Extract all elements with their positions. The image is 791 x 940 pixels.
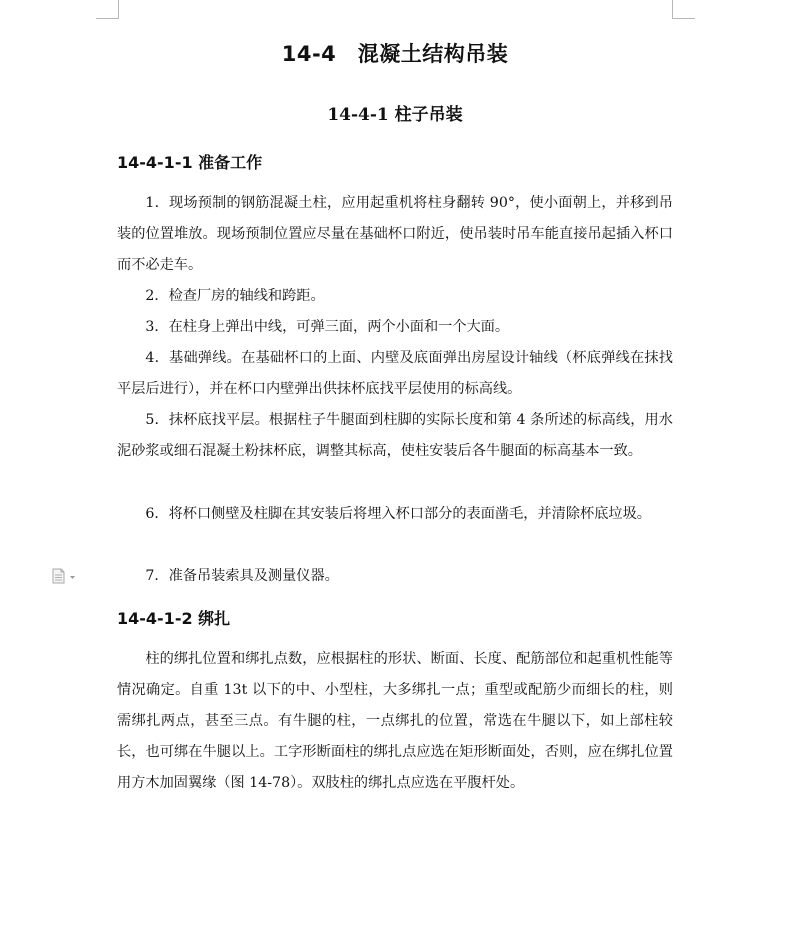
page-corner-mark-top-right [672,0,695,19]
section-title: 14-4-1 柱子吊装 [327,105,463,125]
document-options-icon[interactable] [51,568,79,584]
paragraph-binding-1: 柱的绑扎位置和绑扎点数，应根据柱的形状、断面、长度、配筋部位和起重机性能等情况确定。自重 13t 以下的中、小型柱，大多绑扎一点；重型或配筋少而细长的柱，则需绑扎两点，甚至三点。有牛腿的柱，一点绑扎的位置，常选在牛腿以下，如上部柱较长，也可绑在牛腿以上。工字形断面柱的绑扎点应选在矩形断面处，否则，应在绑扎位置用方木加固翼缘（图 14-78）。双肢柱的绑扎点应选在平腹杆处。 [117,651,673,791]
paragraph-prep-4: 4．基础弹线。在基础杯口的上面、内壁及底面弹出房屋设计轴线（杯底弹线在抹找平层后进行），并在杯口内壁弹出供抹杯底找平层使用的标高线。 [117,350,673,397]
chapter-title: 14-4 混凝土结构吊装 [281,42,509,66]
paragraph-prep-6: 6．将杯口侧壁及柱脚在其安装后将埋入杯口部分的表面凿毛，并清除杯底垃圾。 [145,506,651,522]
subsection-title-preparation: 14-4-1-1 准备工作 [117,153,263,172]
paragraph-prep-2: 2．检查厂房的轴线和跨距。 [145,288,325,304]
subsection-title-binding: 14-4-1-2 绑扎 [117,609,231,628]
paragraph-prep-7: 7．准备吊装索具及测量仪器。 [145,568,339,584]
page-corner-mark-top-left [96,0,119,19]
paragraph-prep-5: 5．抹杯底找平层。根据柱子牛腿面到柱脚的实际长度和第 4 条所述的标高线，用水泥砂浆或细石混凝土粉抹杯底，调整其标高，使柱安装后各牛腿面的标高基本一致。 [117,412,673,459]
paragraph-prep-3: 3．在柱身上弹出中线，可弹三面，两个小面和一个大面。 [145,319,510,335]
paragraph-prep-1: 1．现场预制的钢筋混凝土柱，应用起重机将柱身翻转 90°，使小面朝上，并移到吊装的位置堆放。现场预制位置应尽量在基础杯口附近，使吊装时吊车能直接吊起插入杯口而不必走车。 [117,195,673,273]
